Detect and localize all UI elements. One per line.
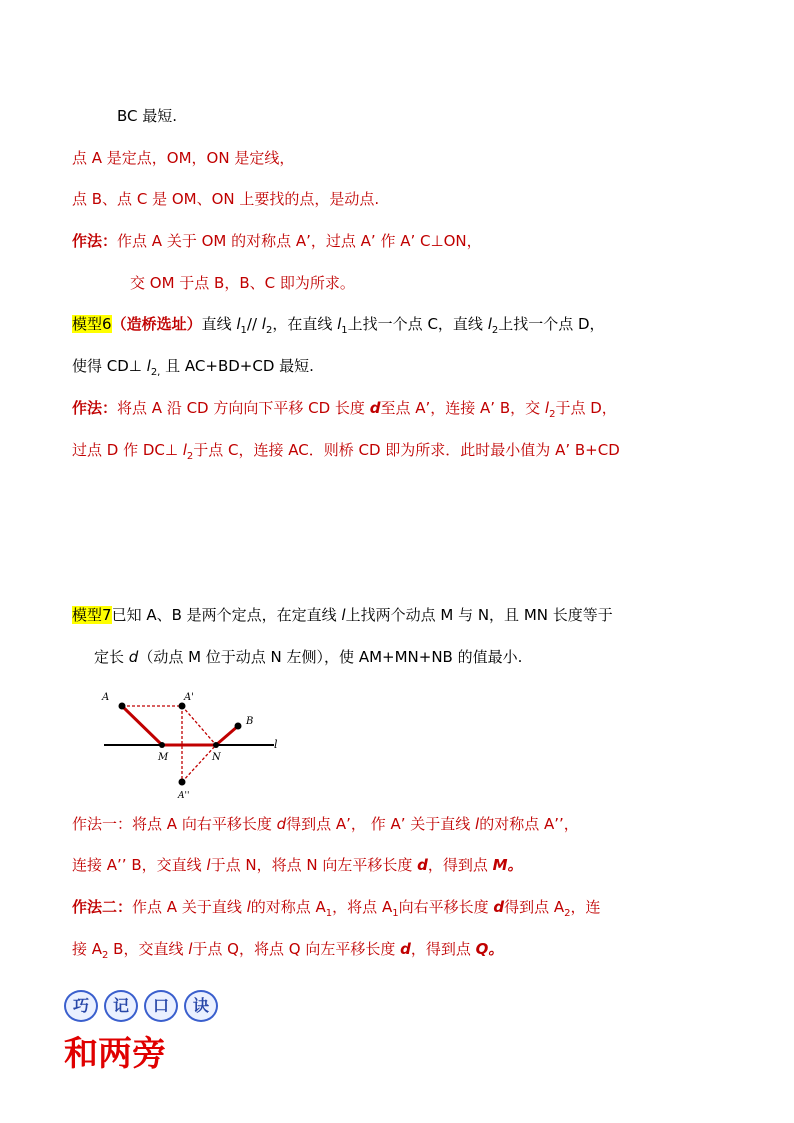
tips-title: 和两旁: [64, 1034, 166, 1074]
text-line: 定长 d（动点 M 位于动点 N 左侧），使 AM+MN+NB 的值最小.: [94, 648, 523, 666]
point-A-prime: [179, 703, 186, 710]
tip-char: 巧: [64, 990, 98, 1022]
model-badge: 模型6: [72, 315, 112, 333]
model6-heading: 模型6（造桥选址）直线 $l_1//$ $l_2$，在直线 $l_1$上找一个点 C，直线 $l_2$上找一个点 D，: [72, 315, 605, 336]
method-label: 作法一：: [72, 815, 133, 833]
text-line: 作法：将点 A 沿 CD 方向向下平移 CD 长度 d至点 A’，连接 A’ B，交 $l_2$于点 D，: [72, 399, 617, 420]
point-N: [213, 742, 219, 748]
model7-heading: 模型7已知 A、B 是两个定点，在定直线 l上找两个动点 M 与 N，且 MN 长度等于: [72, 606, 613, 624]
geometry-diagram: [96, 684, 296, 804]
tip-char: 记: [104, 990, 138, 1022]
label-l: l: [274, 738, 278, 751]
dashed-A1N: [182, 706, 216, 745]
text-line: 点 A 是定点，OM，ON 是定线，: [72, 149, 295, 167]
text-line: 连接 A’’ B，交直线 l于点 N，将点 N 向左平移长度 d，得到点 M。: [72, 856, 523, 874]
method-label: 作法：: [72, 232, 118, 250]
text-line: 作法二：作点 A 关于直线 l的对称点 $A_1$，将点 $A_1$向右平移长度 d得到点 $A_2$，连: [72, 898, 601, 919]
text-line: 作法一：将点 A 向右平移长度 d得到点 A’， 作 A’ 关于直线 l的对称点 A’’，: [72, 815, 579, 833]
method-label: 作法：: [72, 399, 118, 417]
dashed-A2N: [182, 745, 216, 782]
tips-badges: [64, 990, 224, 1022]
label-N: N: [212, 752, 221, 763]
text-line: 过点 D 作 DC⊥ $l_2$于点 C，连接 AC．则桥 CD 即为所求．此时最小值为 A’ B+CD: [72, 441, 620, 462]
text-line: [72, 231, 734, 251]
point-A-double-prime: [179, 779, 186, 786]
text-line: BC 最短.: [117, 107, 178, 125]
tip-char: 口: [144, 990, 178, 1022]
point-M: [159, 742, 165, 748]
tip-char: 诀: [184, 990, 218, 1022]
label-B: B: [246, 716, 254, 727]
text-line: 接 $A_2$ B，交直线 l于点 Q，将点 Q 向左平移长度 d，得到点 Q。: [72, 940, 504, 961]
label-A-double-prime: A'': [178, 791, 190, 801]
text-line: 使得 CD⊥ $l_{2,}$ 且 AC+BD+CD 最短.: [72, 357, 314, 378]
model-title: （造桥选址）: [111, 315, 202, 333]
label-A-prime: A': [184, 692, 194, 703]
point-A: [119, 703, 126, 710]
method-label: 作法二：: [72, 898, 133, 916]
text-line: 点 B、点 C 是 OM、ON 上要找的点，是动点.: [72, 190, 380, 208]
path-AMNB: [122, 706, 238, 745]
label-M: M: [158, 752, 169, 763]
method-text: 作点 A 关于 OM 的对称点 A’，过点 A’ 作 A’ C⊥ON，: [117, 232, 482, 250]
model-badge: 模型7: [72, 606, 112, 624]
text-line: 交 OM 于点 B，B、C 即为所求。: [130, 274, 355, 292]
point-B: [235, 723, 242, 730]
label-A: A: [102, 692, 110, 703]
